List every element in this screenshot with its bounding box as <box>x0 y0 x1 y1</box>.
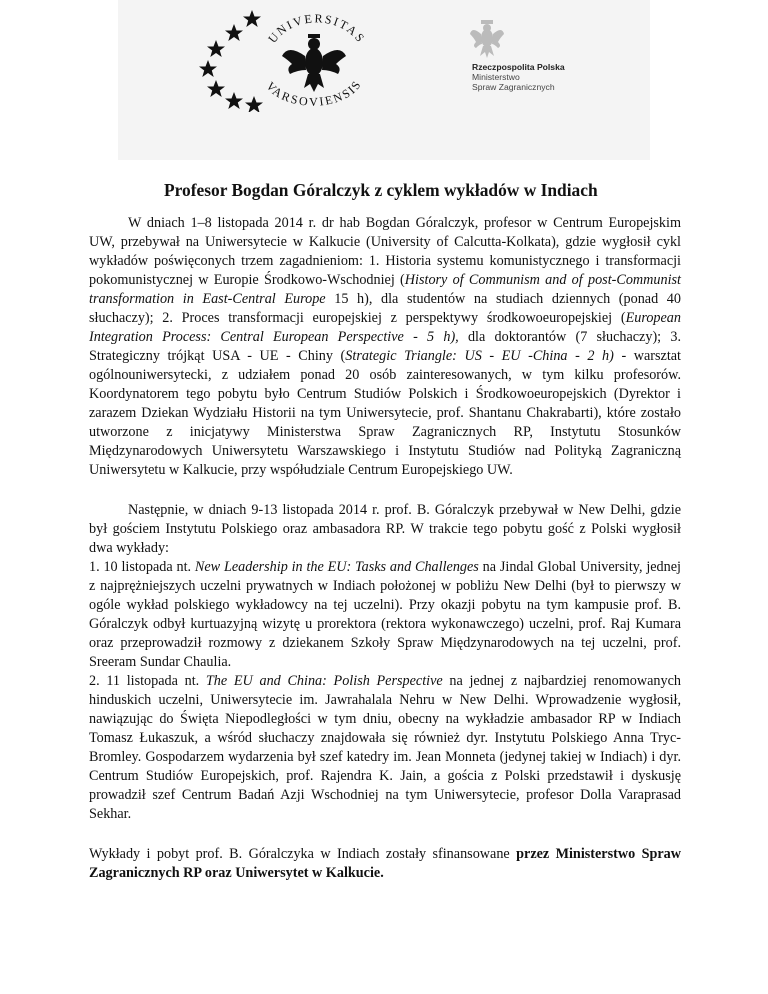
logo-text-top: UNIVERSITAS <box>265 11 369 47</box>
star-icon <box>207 80 225 97</box>
p1-text-4: - warsztat ogólnouniwersytecki, z udziałem ponad 20 osób zainteresowanych, w tym kilku profesorów. Koordynatorem tego pobytu było Centrum Studiów Polskich i Środkowoeuropejskich (Dyrektor i zarazem Dziekan Wydziału Historii na tym Uniwersytecie, prof. Shantanu Chakrabarti), które zostało utworzone z inicjatywy Ministerstwa Spraw Zagranicznych RP, Instytutu Stosunków Międzynarodowych Uniwersytetu Warszawskiego i Instytutu Studiów nad Polityką Zagraniczną Uniwersytetu w Kalkucie, przy współudziale Centrum Europejskiego UW. <box>89 348 681 478</box>
star-icon <box>225 92 243 109</box>
p2-item-1-text: na Jindal Global University, jednej z najprężniejszych uczelni prywatnych w Indiach położonej w pobliżu New Delhi (był to pierwszy w ogóle wykład polskiego wykładowcy na tej uczelni). Przy okazji pobytu na tym kampusie prof. B. Góralczyk odbył kurtuazyjną wizytę u prorektora (rektora wykonawczego) uczelni, prof. Raj Kumara oraz przeprowadził rozmowy z dziekanem Szkoły Spraw Międzynarodowych na tej uczelni, prof. Sreeram Sundar Chaulia. <box>89 559 681 670</box>
paragraph-1 <box>89 214 681 480</box>
p2-item-2 <box>89 672 681 824</box>
p1-italic-3: Strategic Triangle: US - EU -China - 2 h) <box>345 348 614 364</box>
p2-item-1-lead: 1. 10 listopada nt. <box>89 559 195 575</box>
university-logo-icon <box>196 4 396 112</box>
p2-intro: Następnie, w dniach 9-13 listopada 2014 r. prof. B. Góralczyk przebywał w New Delhi, gdzie był gościem Instytutu Polskiego oraz ambasadora RP. W trakcie tego pobytu gość z Polski wygłosił dwa wykłady: <box>89 502 681 556</box>
star-icon <box>245 96 263 112</box>
p2-item-1 <box>89 558 681 672</box>
eagle-icon <box>282 34 346 92</box>
p2-item-2-title: The EU and China: Polish Perspective <box>205 673 443 689</box>
polish-eagle-icon <box>470 20 504 58</box>
p1-text-2: 15 h), dla studentów na studiach dziennych (ponad 40 słuchaczy); 2. Proces transformacji europejskiej z perspektywy środkowoeuropejskiej ( <box>89 291 681 326</box>
paragraph-2 <box>89 501 681 824</box>
p2-item-2-text: na jednej z najbardziej renomowanych hinduskich uczelni, Uniwersytecie im. Jawrahalala Nehru w New Delhi. Wprowadzenie wygłosił, nawiązując do Święta Niepodległości w tym dniu, obecny na wykładzie ambasador RP w Indiach Tomasz Łukaszuk, a wśród słuchaczy znajdowała się również dyr. Instytutu Polskiego Anna Tryc-Bromley. Gospodarzem wydarzenia był szef katedry im. Jean Monneta (jedynej takiej w Indiach) i dyr. Centrum Studiów Europejskich, prof. Rajendra K. Jain, a gościa z Polski przedstawił i dyskusję prowadził szef Centrum Badań Azji Wschodniej na tym Uniwersytecie, profesor Dolla Varaprasad Sekhar. <box>89 673 681 822</box>
paragraph-3 <box>89 845 681 883</box>
p2-item-1-title: New Leadership in the EU: Tasks and Challenges <box>194 559 479 575</box>
article-body <box>89 214 681 904</box>
p1-italic-1: History of Communism and of post-Communist transformation in East-Central Europe <box>89 272 681 307</box>
mfa-line-1: Rzeczpospolita Polska <box>472 62 565 72</box>
p2-item-2-lead: 2. 11 listopada nt. <box>89 673 206 689</box>
p1-text-1: W dniach 1–8 listopada 2014 r. dr hab Bogdan Góralczyk, profesor w Centrum Europejskim UW, przebywał na Uniwersytecie w Kalkucie (University of Calcutta-Kolkata), gdzie wygłosił cykl wykładów poświęconych trzem zagadnieniom: 1. Historia systemu komunistycznego i transformacji pokomunistycznej w Europie Środkowo-Wschodniej ( <box>89 215 681 288</box>
mfa-line-2: Ministerstwo <box>472 72 520 82</box>
mfa-logo <box>462 20 642 100</box>
p1-text-3: dla doktorantów (7 słuchaczy); 3. Strategiczny trójkąt USA - UE - Chiny ( <box>89 329 681 364</box>
p1-italic-2: European Integration Process: Central European Perspective - 5 h), <box>89 310 681 345</box>
star-icon <box>225 24 243 41</box>
logo-text-bottom: VARSOVIENSIS <box>263 77 365 109</box>
star-icon <box>243 10 261 27</box>
page-title: Profesor Bogdan Góralczyk z cyklem wykładów w Indiach <box>164 180 598 200</box>
p3-bold: przez Ministerstwo Spraw Zagranicznych RP oraz Uniwersytet w Kalkucie. <box>89 846 681 881</box>
mfa-line-3: Spraw Zagranicznych <box>472 82 555 92</box>
star-icon <box>199 60 217 77</box>
p3-text: Wykłady i pobyt prof. B. Góralczyka w Indiach zostały sfinansowane <box>89 846 517 862</box>
star-icon <box>207 40 225 57</box>
